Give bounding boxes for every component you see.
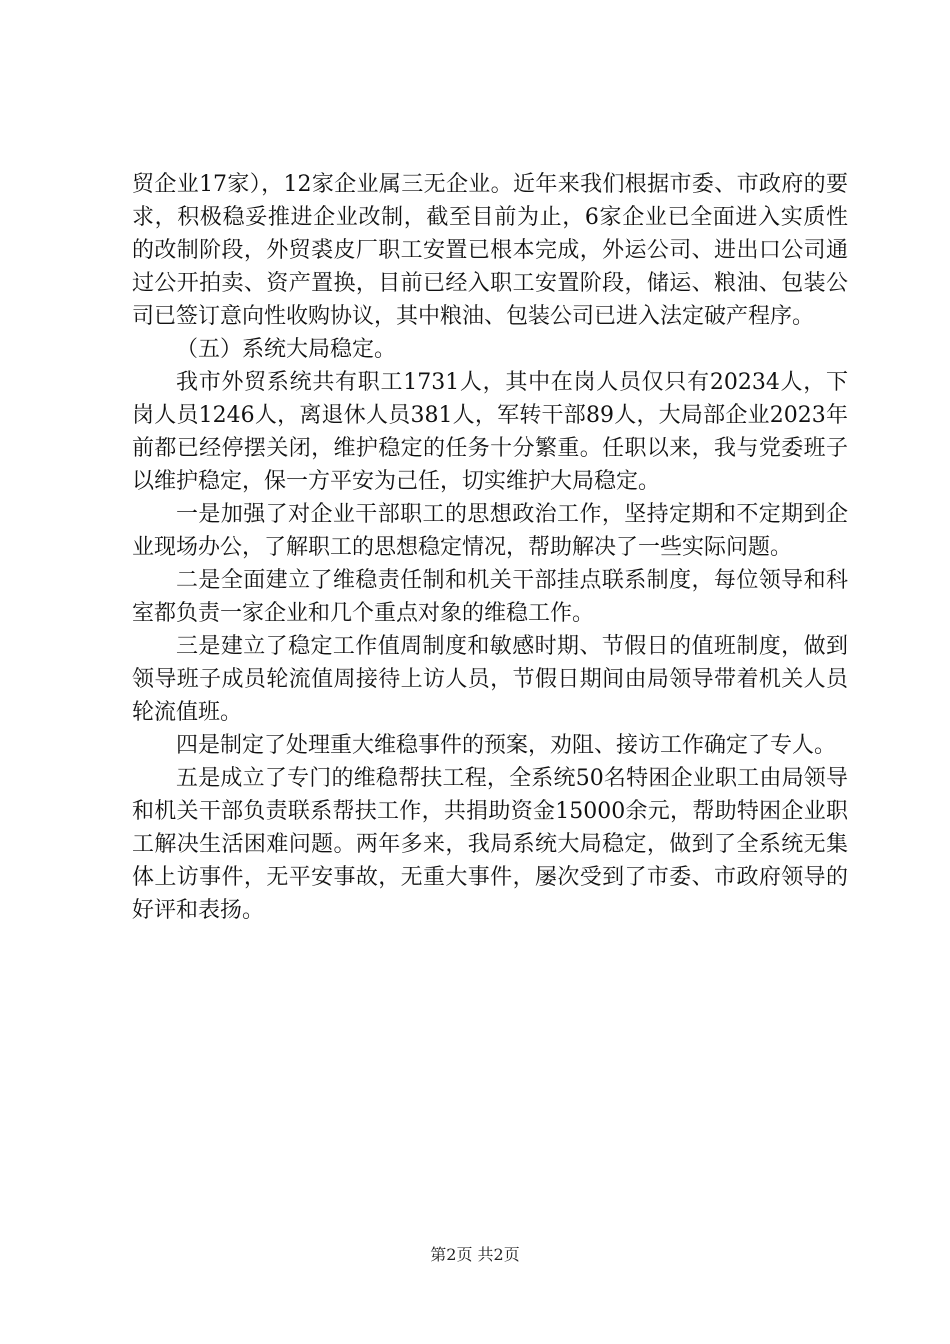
paragraph-measure-two: 二是全面建立了维稳责任制和机关干部挂点联系制度，每位领导和科室都负责一家企业和几个重点对象的维稳工作。 <box>132 568 848 626</box>
section-heading: （五）系统大局稳定。 <box>176 337 397 362</box>
paragraph-staff-overview: 我市外贸系统共有职工1731人，其中在岗人员仅只有20234人，下岗人员1246人，离退休人员381人，军转干部89人，大局部企业2023年前都已经停摆关闭，维护稳定的任务十分繁重。任职以来，我与党委班子以维护稳定，保一方平安为己任，切实维护大局稳定。 <box>132 370 848 494</box>
paragraph-continuation: 贸企业17家），12家企业属三无企业。近年来我们根据市委、市政府的要求，积极稳妥推进企业改制，截至目前为止，6家企业已全面进入实质性的改制阶段，外贸裘皮厂职工安置已根本完成，外运公司、进出口公司通过公开拍卖、资产置换，目前已经入职工安置阶段，储运、粮油、包装公司已签订意向性收购协议，其中粮油、包装公司已进入法定破产程序。 <box>132 172 848 329</box>
document-body <box>132 168 848 927</box>
page-number-footer: 第2页 共2页 <box>430 1245 520 1264</box>
paragraph-measure-three: 三是建立了稳定工作值周制度和敏感时期、节假日的值班制度，做到领导班子成员轮流值周接待上访人员，节假日期间由局领导带着机关人员轮流值班。 <box>132 634 848 725</box>
paragraph-measure-one: 一是加强了对企业干部职工的思想政治工作，坚持定期和不定期到企业现场办公，了解职工的思想稳定情况，帮助解决了一些实际问题。 <box>132 502 848 560</box>
paragraph-measure-five: 五是成立了专门的维稳帮扶工程，全系统50名特困企业职工由局领导和机关干部负责联系帮扶工作，共捐助资金15000余元，帮助特困企业职工解决生活困难问题。两年多来，我局系统大局稳定，做到了全系统无集体上访事件，无平安事故，无重大事件，屡次受到了市委、市政府领导的好评和表扬。 <box>132 766 848 923</box>
paragraph-measure-four: 四是制定了处理重大维稳事件的预案，劝阻、接访工作确定了专人。 <box>176 733 837 758</box>
